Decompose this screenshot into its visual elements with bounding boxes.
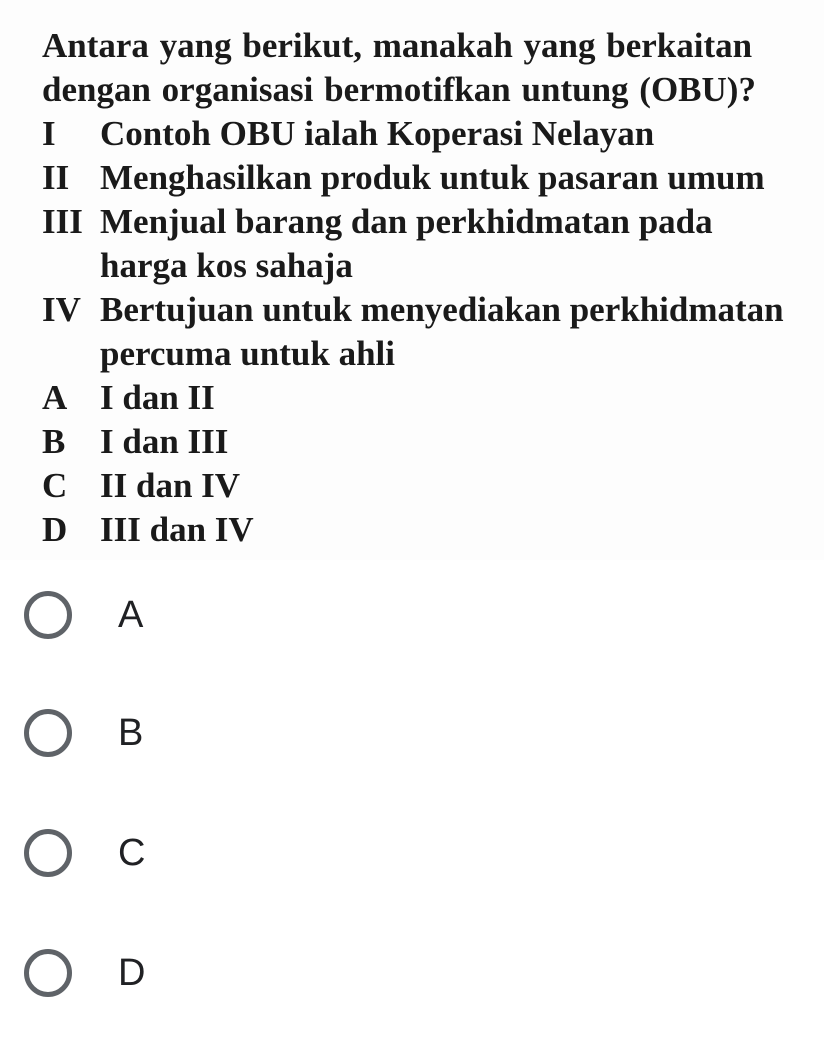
statement-1 (42, 112, 802, 156)
statement-4-continued: percuma untuk ahli (100, 334, 395, 373)
question-line-1: Antara yang berikut, manakah yang berkaitan (42, 26, 753, 65)
statement-text: Contoh OBU ialah Koperasi Nelayan (100, 114, 655, 153)
statement-number: III (42, 202, 83, 241)
option-label[interactable]: A (118, 593, 144, 636)
radio-button-icon[interactable] (24, 709, 72, 757)
choice-a (42, 376, 802, 420)
option-label[interactable]: C (118, 831, 146, 874)
choice-letter: C (42, 466, 68, 505)
statement-4 (42, 288, 802, 332)
choice-d (42, 508, 802, 552)
choice-text: I dan II (100, 378, 215, 417)
question-line-2: dengan organisasi bermotifkan untung (OBU)? (42, 70, 756, 109)
radio-button-icon[interactable] (24, 949, 72, 997)
choice-text: II dan IV (100, 466, 241, 505)
statement-number: IV (42, 290, 81, 329)
option-label[interactable]: B (118, 711, 144, 754)
choice-text: III dan IV (100, 510, 254, 549)
radio-button-icon[interactable] (24, 829, 72, 877)
statement-number: I (42, 114, 56, 153)
option-label[interactable]: D (118, 951, 146, 994)
option-c[interactable] (0, 798, 824, 908)
statement-3 (42, 200, 802, 244)
choice-letter: A (42, 378, 68, 417)
radio-button-icon[interactable] (24, 591, 72, 639)
statement-text: Bertujuan untuk menyediakan perkhidmatan (100, 290, 784, 329)
statement-3-continued: harga kos sahaja (100, 246, 353, 285)
choice-text: I dan III (100, 422, 229, 461)
choice-letter: B (42, 422, 66, 461)
option-b[interactable] (0, 678, 824, 788)
statement-number: II (42, 158, 70, 197)
statement-text: Menjual barang dan perkhidmatan pada (100, 202, 713, 241)
choice-letter: D (42, 510, 68, 549)
option-a[interactable] (0, 560, 824, 670)
statement-text: Menghasilkan produk untuk pasaran umum (100, 158, 765, 197)
choice-b (42, 420, 802, 464)
statement-2 (42, 156, 802, 200)
option-d[interactable] (0, 918, 824, 1028)
question-text (42, 24, 802, 552)
choice-c (42, 464, 802, 508)
